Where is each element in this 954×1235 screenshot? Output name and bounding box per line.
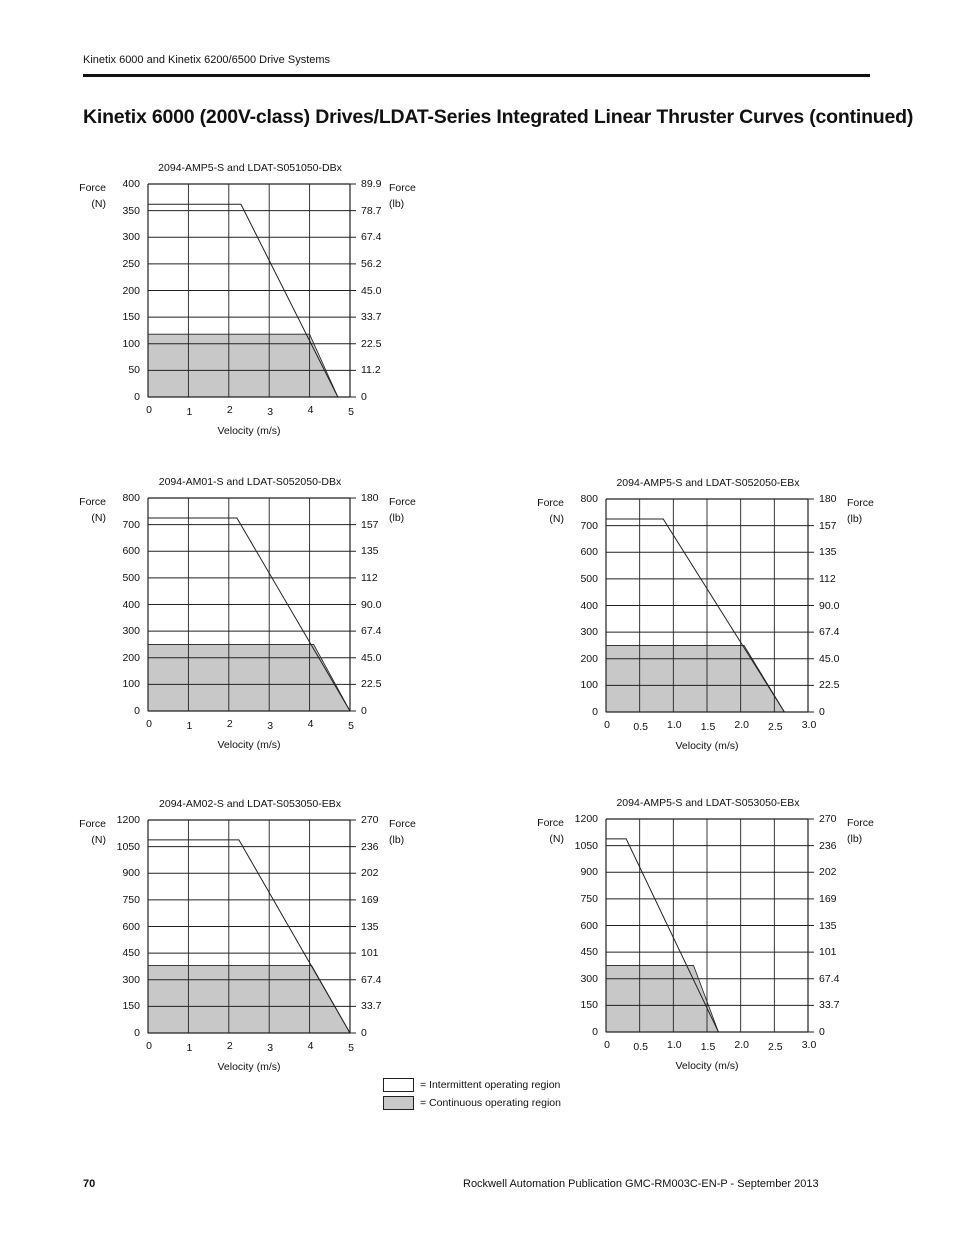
plot-area xyxy=(606,499,808,712)
y2-tick-label: 270 xyxy=(819,813,837,825)
y2-tick-label: 22.5 xyxy=(361,337,382,350)
y-tick-label: 700 xyxy=(122,518,140,531)
header-rule xyxy=(83,74,870,77)
y2-tick-label: 0 xyxy=(361,1027,367,1039)
y2-axis-label-line: Force xyxy=(389,818,416,830)
y-tick-label: 500 xyxy=(580,572,598,585)
chart-5 xyxy=(537,797,874,1072)
x-tick-label: 0 xyxy=(146,718,152,730)
x-tick-label: 3.0 xyxy=(801,719,817,731)
y-axis-label-line: Force xyxy=(537,497,564,509)
x-tick-label: 0.5 xyxy=(633,721,648,733)
page-title: Kinetix 6000 (200V-class) Drives/LDAT-Series Integrated Linear Thruster Curves (continued) xyxy=(83,106,914,128)
legend-continuous-swatch xyxy=(383,1096,414,1110)
x-tick-label: 4 xyxy=(307,1040,314,1052)
y-tick-label: 700 xyxy=(580,519,598,532)
y2-tick-label: 202 xyxy=(361,867,379,880)
y-tick-label: 300 xyxy=(122,625,140,638)
y-tick-label: 1050 xyxy=(116,840,140,853)
y-tick-label: 200 xyxy=(580,652,598,665)
x-tick-label: 0 xyxy=(146,404,152,416)
y-tick-label: 300 xyxy=(122,973,140,986)
continuous-region xyxy=(606,645,784,712)
x-tick-label: 1.5 xyxy=(700,1041,716,1053)
plot-area xyxy=(148,184,350,397)
y-tick-label: 900 xyxy=(580,866,598,879)
y-axis-label-line: (N) xyxy=(549,513,564,525)
x-tick-label: 3 xyxy=(267,406,274,418)
y-tick-label: 600 xyxy=(122,545,140,558)
y2-tick-label: 90.0 xyxy=(361,598,382,611)
y-axis-label-left xyxy=(537,815,564,847)
y-tick-label: 150 xyxy=(122,311,140,324)
x-tick-label: 5 xyxy=(348,720,354,732)
y2-tick-label: 112 xyxy=(361,571,378,584)
y2-tick-label: 135 xyxy=(361,545,379,558)
y-axis-label-left xyxy=(79,180,106,212)
x-tick-label: 1.5 xyxy=(700,721,716,733)
continuous-region xyxy=(148,966,350,1033)
y-tick-label: 1200 xyxy=(574,813,598,825)
y-axis-label-line: (N) xyxy=(91,834,106,846)
x-tick-label: 2.0 xyxy=(734,719,749,731)
continuous-region xyxy=(606,965,718,1032)
y2-tick-label: 67.4 xyxy=(819,972,840,985)
y2-axis-label-line: (lb) xyxy=(389,834,405,846)
y-tick-label: 100 xyxy=(580,679,598,692)
y-tick-label: 800 xyxy=(580,493,598,505)
y-axis-label-right xyxy=(389,180,416,212)
y-tick-label: 800 xyxy=(122,492,140,504)
x-tick-label: 5 xyxy=(348,406,354,418)
y-axis-label-right xyxy=(847,495,874,527)
y2-tick-label: 33.7 xyxy=(361,311,382,324)
y-tick-label: 450 xyxy=(122,947,140,960)
x-axis-label: Velocity (m/s) xyxy=(217,425,281,437)
y-axis-label-line: (N) xyxy=(549,833,564,845)
y2-tick-label: 135 xyxy=(361,920,379,933)
y-axis-label-line: (N) xyxy=(91,198,106,210)
legend-continuous-label: = Continuous operating region xyxy=(420,1097,561,1109)
x-tick-label: 1 xyxy=(186,406,193,418)
y-tick-label: 100 xyxy=(122,678,140,691)
y2-tick-label: 135 xyxy=(819,919,837,932)
x-tick-label: 4 xyxy=(307,718,314,730)
y2-axis-label-line: Force xyxy=(847,817,874,829)
legend-continuous xyxy=(383,1094,561,1112)
y-axis-label-line: (N) xyxy=(91,512,106,524)
y2-tick-label: 270 xyxy=(361,814,379,826)
y2-tick-label: 78.7 xyxy=(361,204,382,217)
chart-title: 2094-AMP5-S and LDAT-S052050-EBx xyxy=(616,477,800,489)
x-tick-label: 5 xyxy=(348,1042,354,1054)
x-tick-label: 1.0 xyxy=(667,1039,682,1051)
chart-4 xyxy=(79,798,416,1073)
y2-axis-label-line: Force xyxy=(847,497,874,509)
plot-area xyxy=(148,498,350,711)
y2-axis-label-line: (lb) xyxy=(847,513,863,525)
y2-tick-label: 56.2 xyxy=(361,257,382,270)
x-tick-label: 2.5 xyxy=(768,721,783,733)
y-tick-label: 600 xyxy=(122,920,140,933)
legend-intermittent xyxy=(383,1076,561,1094)
y2-tick-label: 157 xyxy=(819,519,837,532)
y-tick-label: 100 xyxy=(122,337,140,350)
y-axis-label-line: Force xyxy=(79,496,106,508)
chart-title: 2094-AM01-S and LDAT-S052050-DBx xyxy=(158,476,342,488)
y-tick-label: 200 xyxy=(122,651,140,664)
y-tick-label: 300 xyxy=(122,231,140,244)
y-tick-label: 600 xyxy=(580,546,598,559)
y-axis-label-right xyxy=(389,494,416,526)
y2-tick-label: 67.4 xyxy=(819,626,840,639)
x-axis-label: Velocity (m/s) xyxy=(675,740,739,752)
y-tick-label: 300 xyxy=(580,626,598,639)
y-tick-label: 1050 xyxy=(574,839,598,852)
y-tick-label: 200 xyxy=(122,284,140,297)
x-tick-label: 2 xyxy=(226,1040,233,1052)
y2-tick-label: 22.5 xyxy=(361,678,382,691)
plot-area xyxy=(606,819,808,1032)
y2-tick-label: 45.0 xyxy=(819,652,840,665)
y2-axis-label-line: (lb) xyxy=(847,833,863,845)
x-tick-label: 1 xyxy=(186,720,193,732)
x-tick-label: 0 xyxy=(604,1039,610,1051)
legend-intermittent-swatch xyxy=(383,1078,414,1092)
x-tick-label: 3 xyxy=(267,1042,274,1054)
y-axis-label-line: Force xyxy=(79,818,106,830)
x-axis-label: Velocity (m/s) xyxy=(675,1060,739,1072)
y-tick-label: 450 xyxy=(580,946,598,959)
chart-title: 2094-AMP5-S and LDAT-S051050-DBx xyxy=(158,162,342,174)
y2-tick-label: 0 xyxy=(361,391,367,403)
y-tick-label: 1200 xyxy=(116,814,140,826)
y-axis-label-right xyxy=(389,816,416,848)
y-tick-label: 400 xyxy=(122,178,140,190)
x-tick-label: 0.5 xyxy=(633,1041,648,1053)
y2-axis-label-line: Force xyxy=(389,182,416,194)
y2-tick-label: 45.0 xyxy=(361,284,382,297)
y2-tick-label: 11.2 xyxy=(361,364,381,377)
chart-2 xyxy=(79,476,416,751)
y-tick-label: 50 xyxy=(128,364,140,377)
x-tick-label: 0 xyxy=(146,1040,152,1052)
y2-tick-label: 0 xyxy=(819,1026,825,1038)
chart-1 xyxy=(79,162,416,437)
y-tick-label: 0 xyxy=(134,1027,140,1039)
y2-axis-label-line: (lb) xyxy=(389,198,405,210)
x-tick-label: 2 xyxy=(226,718,233,730)
y2-tick-label: 67.4 xyxy=(361,231,382,244)
x-tick-label: 2 xyxy=(226,404,233,416)
x-tick-label: 3 xyxy=(267,720,274,732)
x-axis-label: Velocity (m/s) xyxy=(217,739,281,751)
y2-axis-label-line: Force xyxy=(389,496,416,508)
page-number: 70 xyxy=(83,1178,96,1190)
x-tick-label: 2.0 xyxy=(734,1039,749,1051)
y-tick-label: 500 xyxy=(122,571,140,584)
y2-tick-label: 169 xyxy=(819,892,837,905)
y2-tick-label: 236 xyxy=(819,839,837,852)
y2-tick-label: 89.9 xyxy=(361,178,382,190)
y-tick-label: 0 xyxy=(134,391,140,403)
x-tick-label: 1 xyxy=(186,1042,193,1054)
y-tick-label: 150 xyxy=(122,1000,140,1013)
running-header: Kinetix 6000 and Kinetix 6200/6500 Drive Systems xyxy=(83,54,331,66)
y-tick-label: 400 xyxy=(122,598,140,611)
y-tick-label: 900 xyxy=(122,867,140,880)
y-tick-label: 300 xyxy=(580,972,598,985)
y-tick-label: 250 xyxy=(122,257,140,270)
chart-title: 2094-AMP5-S and LDAT-S053050-EBx xyxy=(616,797,800,809)
y-tick-label: 750 xyxy=(122,893,140,906)
publication-info: Rockwell Automation Publication GMC-RM003C-EN-P - September 2013 xyxy=(463,1178,819,1190)
y2-tick-label: 67.4 xyxy=(361,973,382,986)
y2-tick-label: 236 xyxy=(361,840,379,853)
y2-tick-label: 0 xyxy=(819,706,825,718)
x-tick-label: 3.0 xyxy=(801,1039,817,1051)
y2-axis-label-line: (lb) xyxy=(389,512,405,524)
y2-tick-label: 33.7 xyxy=(361,1000,382,1013)
y2-tick-label: 180 xyxy=(819,493,837,505)
y-tick-label: 350 xyxy=(122,204,140,217)
legend-intermittent-label: = Intermittent operating region xyxy=(420,1079,561,1091)
y2-tick-label: 90.0 xyxy=(819,599,840,612)
y-axis-label-right xyxy=(847,815,874,847)
y-axis-label-left xyxy=(537,495,564,527)
y-axis-label-line: Force xyxy=(537,817,564,829)
x-tick-label: 4 xyxy=(307,404,314,416)
y-tick-label: 0 xyxy=(592,706,598,718)
y-tick-label: 750 xyxy=(580,892,598,905)
y2-tick-label: 0 xyxy=(361,705,367,717)
y2-tick-label: 67.4 xyxy=(361,625,382,638)
x-tick-label: 1.0 xyxy=(667,719,682,731)
x-axis-label: Velocity (m/s) xyxy=(217,1061,281,1073)
y-tick-label: 0 xyxy=(592,1026,598,1038)
plot-area xyxy=(148,820,350,1033)
y2-tick-label: 101 xyxy=(361,947,379,960)
y2-tick-label: 101 xyxy=(819,946,837,959)
y2-tick-label: 33.7 xyxy=(819,999,840,1012)
y-tick-label: 150 xyxy=(580,999,598,1012)
chart-title: 2094-AM02-S and LDAT-S053050-EBx xyxy=(159,798,341,810)
y-tick-label: 600 xyxy=(580,919,598,932)
legend xyxy=(383,1076,561,1112)
y2-tick-label: 22.5 xyxy=(819,679,840,692)
y2-tick-label: 169 xyxy=(361,893,379,906)
y-axis-label-left xyxy=(79,816,106,848)
y-axis-label-line: Force xyxy=(79,182,106,194)
continuous-region xyxy=(148,644,350,711)
chart-3 xyxy=(537,477,874,752)
x-tick-label: 0 xyxy=(604,719,610,731)
y-axis-label-left xyxy=(79,494,106,526)
y2-tick-label: 157 xyxy=(361,518,379,531)
y2-tick-label: 45.0 xyxy=(361,651,382,664)
y2-tick-label: 112 xyxy=(819,572,836,585)
y-tick-label: 0 xyxy=(134,705,140,717)
x-tick-label: 2.5 xyxy=(768,1041,783,1053)
y-tick-label: 400 xyxy=(580,599,598,612)
y2-tick-label: 202 xyxy=(819,866,837,879)
y2-tick-label: 135 xyxy=(819,546,837,559)
y2-tick-label: 180 xyxy=(361,492,379,504)
